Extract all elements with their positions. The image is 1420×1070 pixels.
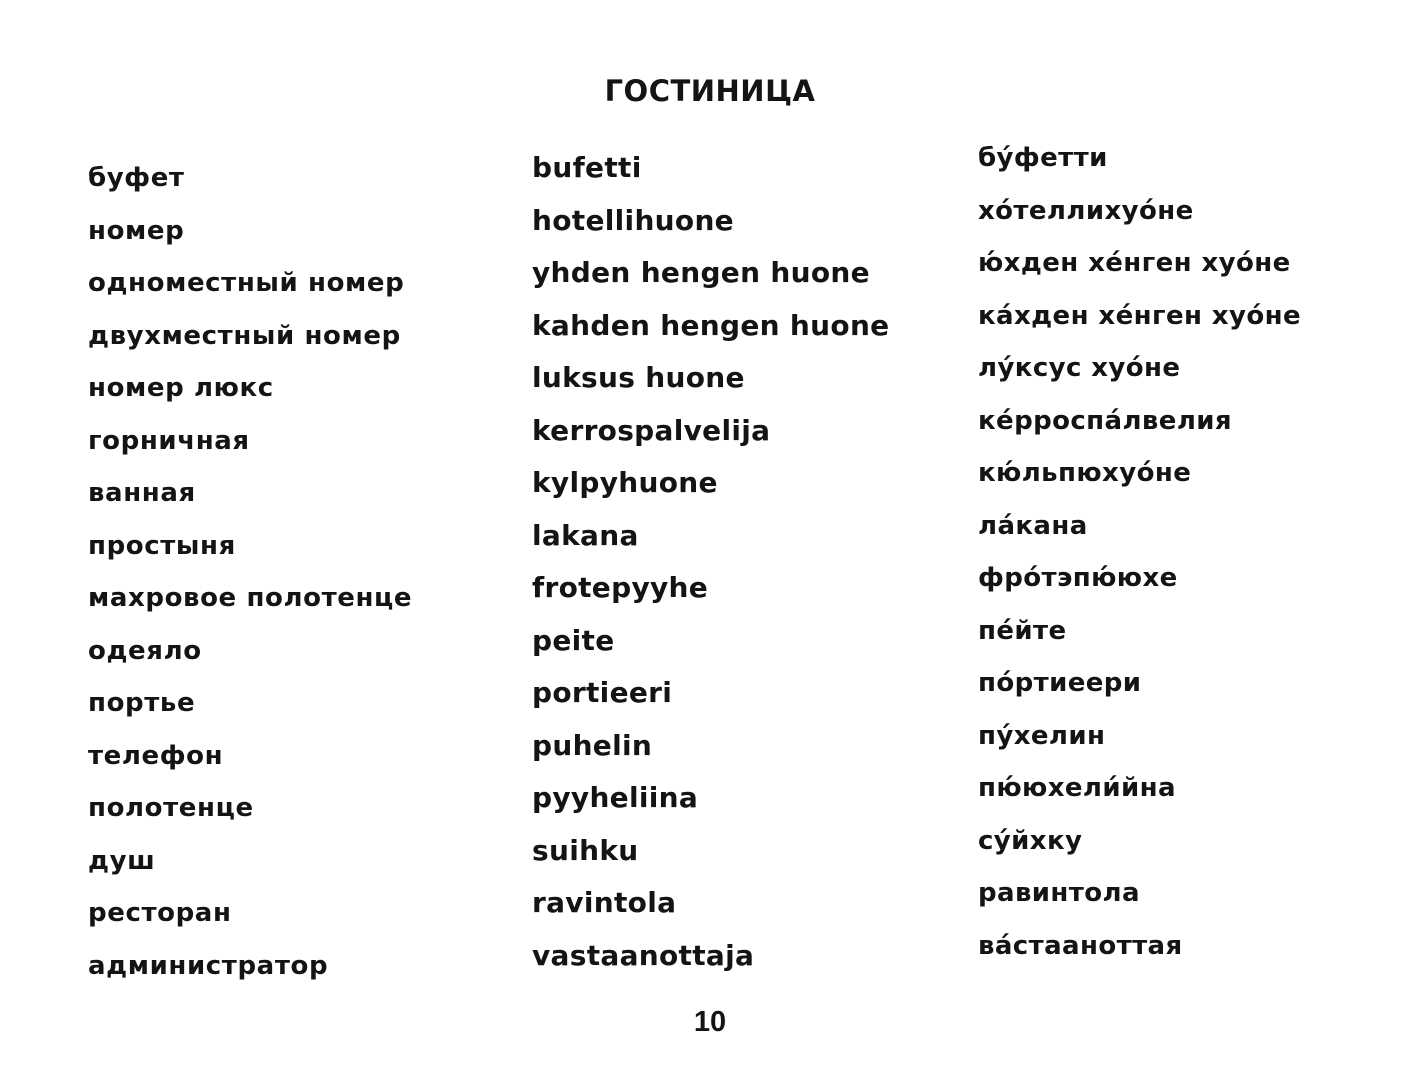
- finnish-term: portieeri: [532, 676, 673, 709]
- finnish-term: vastaanottaja: [532, 938, 755, 972]
- transcription-term: по́ртиеери: [978, 668, 1142, 698]
- russian-term: полотенце: [88, 793, 254, 823]
- finnish-term: frotepyyhe: [532, 571, 709, 604]
- russian-term: номер: [88, 215, 185, 246]
- transcription-term: ла́кана: [978, 510, 1088, 541]
- finnish-column: [532, 142, 889, 982]
- transcription-term: кю́льпюхуо́не: [978, 458, 1192, 488]
- finnish-term: lakana: [532, 518, 639, 552]
- russian-term: ресторан: [88, 898, 232, 928]
- transcription-column: [978, 132, 1301, 972]
- transcription-term: бу́фетти: [978, 143, 1108, 173]
- finnish-term: pyyheliina: [532, 781, 699, 814]
- russian-term: простыня: [88, 530, 236, 561]
- russian-term: горничная: [88, 425, 250, 456]
- finnish-term: peite: [532, 623, 615, 657]
- russian-term: махровое полотенце: [88, 583, 413, 613]
- transcription-term: ю́хден хе́нген хуо́не: [978, 248, 1291, 278]
- transcription-term: лу́ксус хуо́не: [978, 353, 1181, 383]
- transcription-term: су́йхку: [978, 825, 1083, 856]
- page-title: ГОСТИНИЦА: [604, 74, 816, 108]
- finnish-term: kahden hengen huone: [532, 308, 890, 342]
- transcription-term: равинтола: [978, 878, 1140, 908]
- finnish-term: kerrospalvelija: [532, 413, 771, 447]
- transcription-term: хо́теллихуо́не: [978, 195, 1194, 226]
- transcription-term: фро́тэпю́юхе: [978, 563, 1178, 593]
- russian-term: ванная: [88, 478, 196, 508]
- finnish-term: bufetti: [532, 151, 642, 184]
- russian-term: одеяло: [88, 635, 202, 666]
- finnish-term: suihku: [532, 833, 639, 867]
- finnish-term: luksus huone: [532, 361, 745, 394]
- russian-term: портье: [88, 688, 196, 718]
- finnish-term: puhelin: [532, 728, 653, 762]
- russian-column: [88, 152, 412, 992]
- russian-term: телефон: [88, 740, 224, 771]
- transcription-term: пу́хелин: [978, 720, 1106, 751]
- page-number: 10: [693, 1006, 727, 1038]
- russian-term: администратор: [88, 950, 329, 981]
- russian-term: буфет: [88, 163, 185, 193]
- transcription-term: ке́рроспа́лвелия: [978, 405, 1232, 436]
- transcription-term: пю́юхели́йна: [978, 773, 1176, 803]
- russian-term: номер люкс: [88, 373, 274, 403]
- russian-term: двухместный номер: [88, 320, 401, 351]
- finnish-term: hotellihuone: [532, 203, 734, 237]
- transcription-term: ва́стааноттая: [978, 930, 1183, 961]
- transcription-term: ка́хден хе́нген хуо́не: [978, 300, 1301, 331]
- transcription-term: пе́йте: [978, 615, 1067, 646]
- russian-term: душ: [88, 845, 156, 876]
- russian-term: одноместный номер: [88, 268, 405, 298]
- finnish-term: yhden hengen huone: [532, 256, 870, 289]
- finnish-term: kylpyhuone: [532, 466, 718, 499]
- finnish-term: ravintola: [532, 886, 677, 919]
